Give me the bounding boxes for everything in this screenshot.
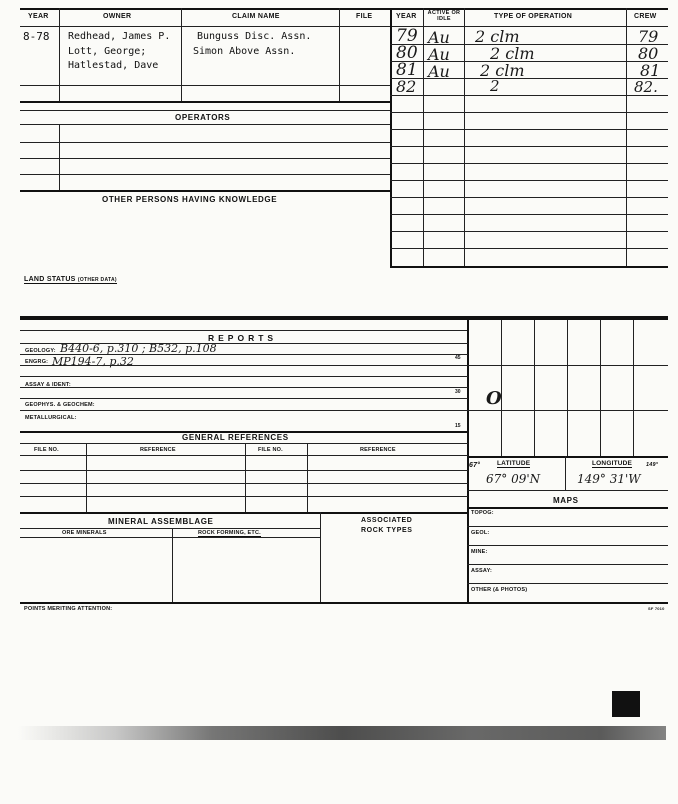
geology-value: B440-6, p.310 ; B532, p.108: [60, 342, 217, 355]
points-meriting-attention-label: POINTS MERITING ATTENTION:: [24, 606, 113, 612]
scan-bottom-strip: [18, 726, 666, 740]
reports-heading: REPORTS: [208, 333, 278, 343]
op-crew-1: 79: [638, 27, 659, 46]
metallurgical-label: METALLURGICAL:: [25, 415, 77, 421]
associated-label: ASSOCIATED: [361, 517, 413, 524]
year-header: YEAR: [28, 13, 49, 20]
op-status-3: Au: [428, 62, 450, 81]
land-status-title: LAND STATUS: [24, 276, 76, 283]
metallurgical-number: 15: [455, 423, 461, 429]
owner-2: Lott, George;: [68, 46, 147, 57]
scan-block-artifact: [612, 691, 640, 717]
maps-topog: TOPOG:: [471, 510, 494, 516]
active-idle-header: ACTIVE OR IDLE: [427, 10, 461, 22]
rock-types-label: ROCK TYPES: [361, 527, 413, 534]
geology-label: GEOLOGY:: [25, 348, 56, 354]
op-crew-2: 80: [638, 44, 659, 63]
ore-minerals-label: ORE MINERALS: [62, 530, 107, 536]
land-status-label: [24, 276, 117, 284]
op-year-1: 79: [396, 26, 418, 46]
rock-forming-label: ROCK FORMING, ETC.: [198, 530, 261, 536]
op-year-2: 80: [396, 43, 418, 63]
land-status-sub: (OTHER DATA): [77, 277, 117, 283]
assay-label: ASSAY & IDENT:: [25, 382, 71, 388]
longitude-label: LONGITUDE: [592, 460, 633, 467]
operators-heading: OPERATORS: [175, 113, 231, 122]
crew-header: CREW: [634, 13, 657, 20]
claim-1: Bunguss Disc. Assn.: [197, 31, 312, 42]
maps-assay: ASSAY:: [471, 568, 493, 574]
op-crew-4: 82.: [634, 78, 658, 96]
geophys-label: GEOPHYS. & GEOCHEM:: [25, 402, 95, 408]
op-type-3: 2 clm: [480, 61, 525, 80]
assay-number: 30: [455, 389, 461, 395]
op-year-4: 82: [396, 77, 417, 96]
op-status-1: Au: [428, 28, 450, 47]
claim-2: Simon Above Assn.: [193, 46, 296, 57]
general-references-heading: GENERAL REFERENCES: [182, 433, 289, 442]
location-mark: O: [486, 388, 502, 409]
ref-col-reference-1: REFERENCE: [140, 447, 176, 453]
op-year-3: 81: [396, 60, 418, 80]
file-header: FILE: [356, 13, 373, 20]
ref-col-file-no-2: FILE NO.: [258, 447, 283, 453]
ref-col-file-no-1: FILE NO.: [34, 447, 59, 453]
op-type-4: 2: [490, 77, 500, 95]
lat-prefix: 67°: [469, 462, 481, 469]
lon-prefix: 149°: [646, 462, 659, 468]
maps-geol: GEOL:: [471, 530, 490, 536]
form-number: SF 7010: [648, 606, 665, 611]
maps-mine: MINE:: [471, 549, 488, 555]
owner-3: Hatlestad, Dave: [68, 60, 159, 71]
year2-header: YEAR: [396, 13, 417, 20]
latitude-value: 67° 09'N: [486, 472, 541, 486]
type-of-operation-header: TYPE OF OPERATION: [494, 13, 573, 20]
maps-other: OTHER (& PHOTOS): [471, 587, 528, 593]
owner-header: OWNER: [103, 13, 132, 20]
maps-heading: MAPS: [553, 496, 579, 505]
geology-number: 45: [455, 355, 461, 361]
op-status-2: Au: [428, 45, 450, 64]
engrg-label: ENGRG:: [25, 359, 49, 365]
op-type-2: 2 clm: [490, 44, 535, 63]
claim-name-header: CLAIM NAME: [232, 13, 280, 20]
op-type-1: 2 clm: [475, 27, 520, 46]
op-crew-3: 81: [640, 61, 661, 80]
longitude-value: 149° 31'W: [577, 472, 641, 486]
owner-1: Redhead, James P.: [68, 31, 171, 42]
ref-col-reference-2: REFERENCE: [360, 447, 396, 453]
entry-year: 8-78: [23, 30, 50, 43]
latitude-label: LATITUDE: [497, 460, 531, 467]
mineral-assemblage-heading: MINERAL ASSEMBLAGE: [108, 517, 214, 526]
other-persons-heading: OTHER PERSONS HAVING KNOWLEDGE: [102, 195, 278, 204]
engrg-value: MP194-7, p.32: [52, 355, 134, 368]
